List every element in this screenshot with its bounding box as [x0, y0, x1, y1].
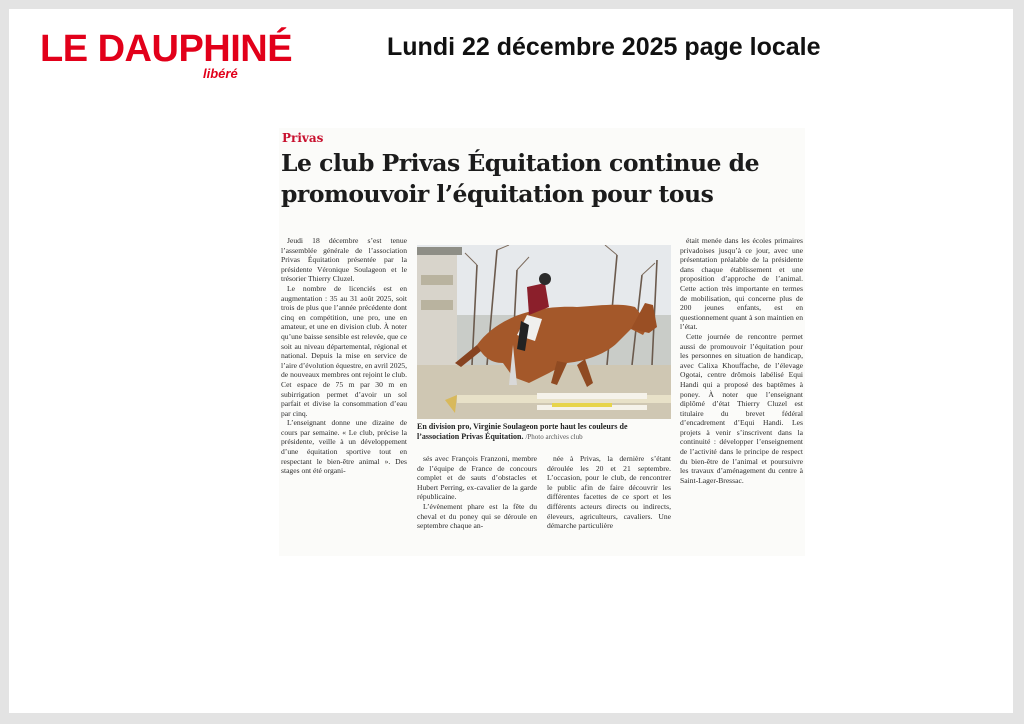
paragraph: L’enseignant donne une dizaine de cours par semaine. « Le club, précise la présidente, veille à un développement d’une équitation sportive tout en respectant le bien-être animal ». Des stages ont été organi- [281, 418, 407, 476]
article-column-2 [417, 454, 537, 554]
horse-jump-photo [417, 245, 671, 419]
paragraph: était menée dans les écoles primaires privadoises jusqu’à ce jour, avec une présentation préalable de la présidente dans chaque établissement et une proposition d’approche de l’animal. Cette action très importante en termes de mobilisation, qui concerne plus de 200 jeunes enfants, est en questionnement quant à son maintien en l’état. [680, 236, 803, 332]
paragraph: née à Privas, la dernière s’étant déroulée les 20 et 21 septembre. L’occasion, pour le club, de rencontrer le public afin de faire découvrir les différentes facettes de ce sport et les différents acteurs directs ou indirects, éleveurs, agriculteurs, cavaliers. Une démarche particulière [547, 454, 671, 531]
page-sheet [9, 9, 1013, 713]
article-headline: Le club Privas Équitation continue de promouvoir l’équitation pour tous [281, 149, 760, 208]
paragraph: sés avec François Franzoni, membre de l’équipe de France de concours complet et de sauts d’obstacles et Hubert Perring, ex-cavalier de la garde républicaine. [417, 454, 537, 502]
section-label: Privas [282, 131, 324, 145]
article-column-3 [547, 454, 671, 554]
paragraph: Jeudi 18 décembre s’est tenue l’assemblée générale de l’association Privas Équitation présentée par la présidente Véronique Soulageon et le trésorier Thierry Cluzel. [281, 236, 407, 284]
article-clipping [279, 128, 805, 556]
article-column-4 [680, 236, 803, 554]
logo-wordmark: LE DAUPHINÉ [40, 28, 293, 70]
paragraph: Le nombre de licenciés est en augmentation : 35 au 31 août 2025, soit trois de plus que l’année précédente dont cinq en compétition, une pro, une en amateur, et une en division club. À noter qu’une baisse sensible est relevée, que ce soit au niveau départemental, régional et national. Depuis la mise en service de l’aire d’évolution équestre, en avril 2025, de nouveaux membres ont rejoint le club. Cet espace de 75 m par 30 m en subirrigation permet d’avoir un sol parfait et divise la consommation d’eau par cinq. [281, 283, 407, 418]
paragraph: L’évènement phare est la fête du cheval et du poney qui se déroule en septembre chaque an- [417, 501, 537, 531]
article-column-1 [281, 236, 407, 554]
date-line: Lundi 22 décembre 2025 page locale [387, 33, 821, 61]
photo-credit: /Photo archives club [525, 433, 583, 441]
caption-text: En division pro, Virginie Soulageon porte haut les couleurs de l’association Privas Équitation. [417, 422, 628, 441]
paragraph: Cette journée de rencontre permet aussi de promouvoir l’équitation pour les personnes en situation de handicap, avec Calixa Khouffache, de l’élevage Ogotai, centre drômois labélisé Equi Handi qui a proposé des baptêmes à poney. À noter que l’enseignant diplômé d’état Thierry Cluzel est titulaire du brevet fédéral d’encadrement d’Equi Handi. Les projets à venir s’inscrivent dans la continuité : développer l’enseignement de l’activité dans le principe de respect du bien-être de l’animal et poursuivre les travaux d’aménagement du centre à Saint-Lager-Bressac. [680, 331, 803, 485]
logo-subtitle: libéré [203, 66, 238, 81]
newspaper-logo [40, 29, 320, 89]
article-photo [417, 245, 671, 419]
photo-caption [417, 422, 671, 442]
